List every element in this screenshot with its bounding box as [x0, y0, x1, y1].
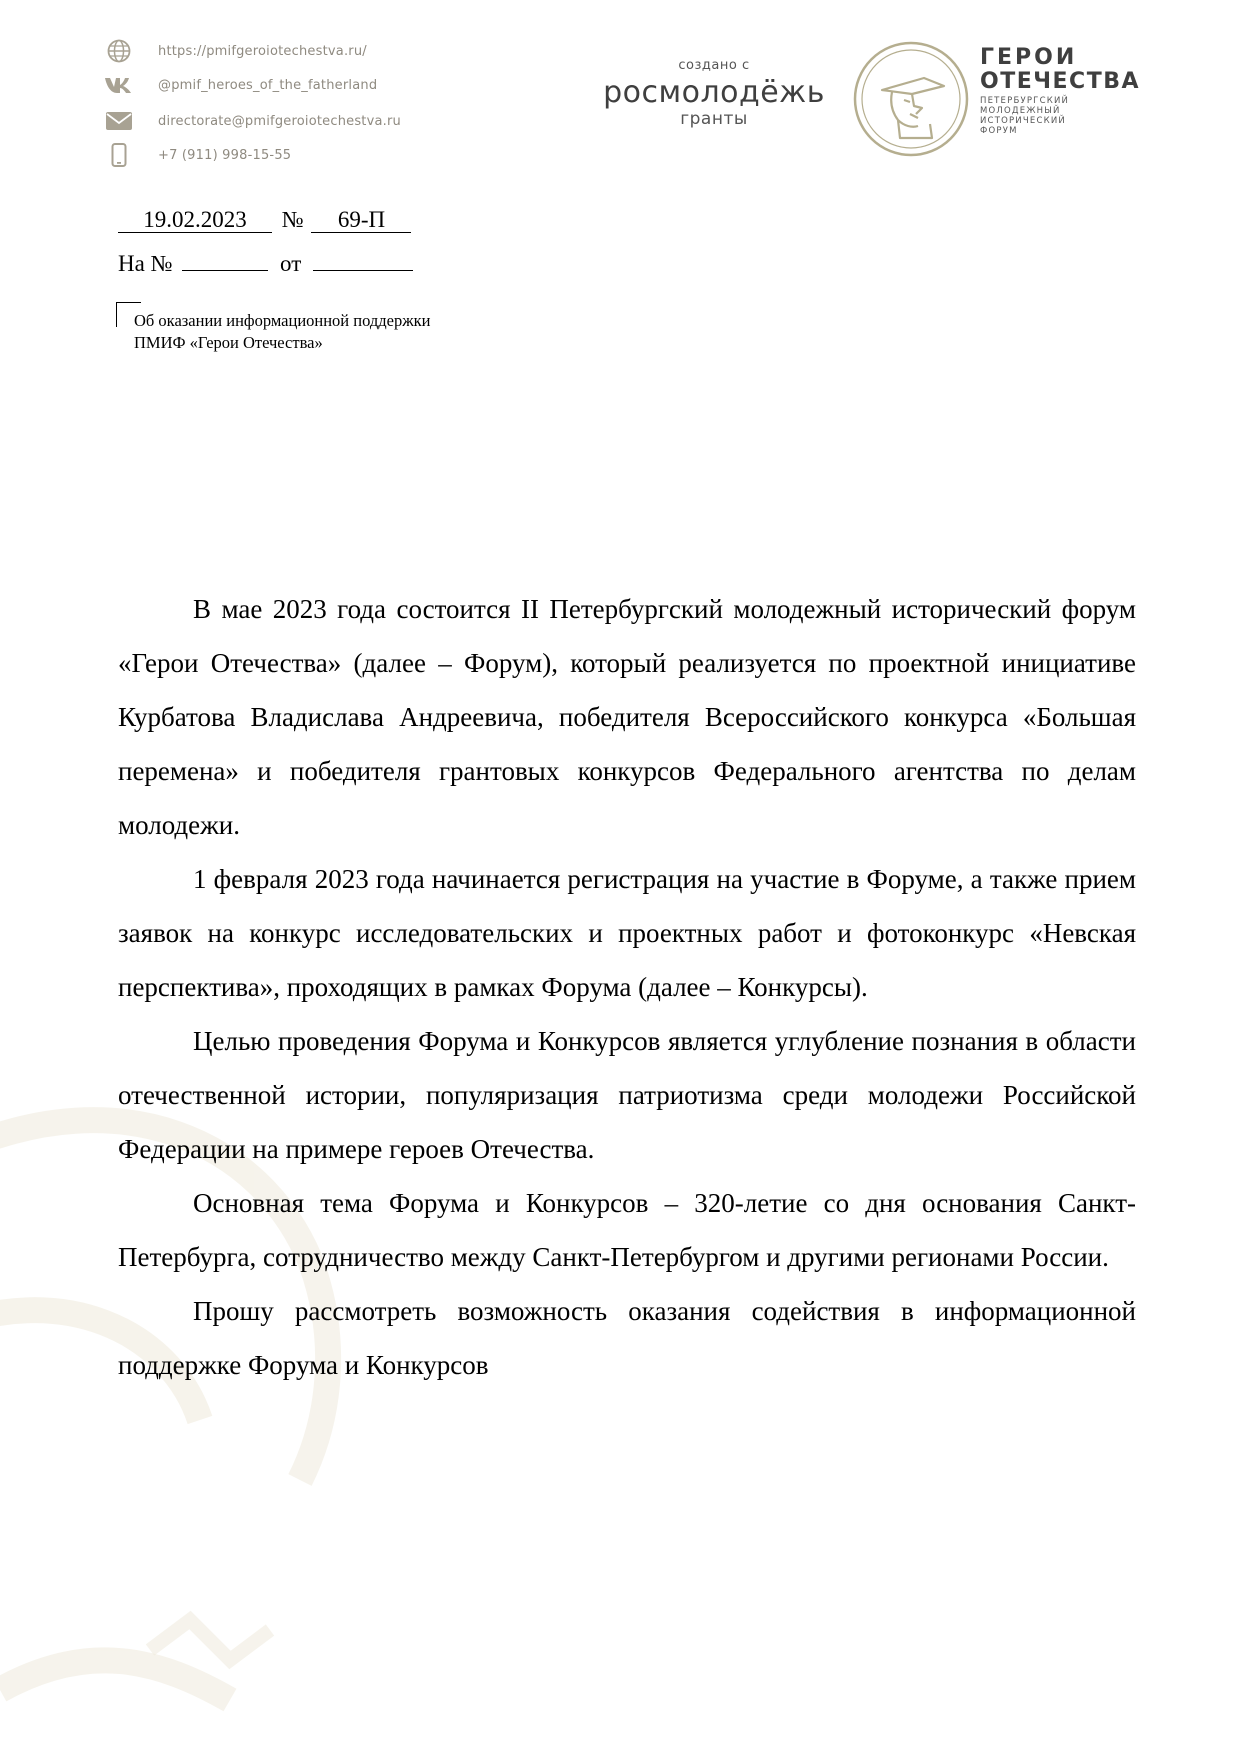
phone-icon	[104, 142, 134, 168]
ref-number	[182, 270, 268, 271]
email-link[interactable]: directorate@pmifgeroiotechestva.ru	[158, 113, 401, 129]
body-paragraph: 1 февраля 2023 года начинается регистрация на участие в Форуме, а также прием заявок на конкурс исследовательских и проектных работ и фотоконкурс «Невская перспектива», проходящих в рамках Форума (далее – Конкурсы).	[118, 864, 1136, 1002]
doc-date: 19.02.2023	[118, 208, 272, 233]
heroes-subtitle-line: ФОРУМ	[980, 126, 1018, 136]
registration-line	[118, 207, 411, 233]
heroes-title-line1: ГЕРОИ	[980, 45, 1078, 70]
body-paragraph: В мае 2023 года состоится II Петербургский молодежный исторический форум «Герои Отечества» (далее – Форум), который реализуется по проектной инициативе Курбатова Владислава Андреевича, победителя Всероссийского конкурса «Большая перемена» и победителя грантовых конкурсов Федерального агентства по делам молодежи.	[118, 594, 1136, 840]
contact-phone[interactable]	[104, 140, 291, 170]
envelope-icon	[104, 108, 134, 134]
reference-line	[118, 251, 413, 277]
contact-email[interactable]	[104, 106, 401, 136]
phone-number[interactable]: +7 (911) 998-15-55	[158, 147, 292, 163]
body-paragraph: Прошу рассмотреть возможность оказания содействия в информационной поддержке Форума и Конкурсов	[118, 1296, 1136, 1380]
rosmolodezh-name: росмолодёжь	[603, 75, 825, 110]
heroes-emblem-icon	[852, 40, 970, 158]
heroes-subtitle-line: МОЛОДЕЖНЫЙ	[980, 106, 1061, 116]
letter-body	[118, 582, 1136, 1392]
from-label: от	[280, 251, 302, 276]
heroes-title-line2: ОТЕЧЕСТВА	[980, 69, 1140, 94]
heroes-subtitle-line: ИСТОРИЧЕСКИЙ	[980, 116, 1066, 126]
rosmolodezh-logo	[596, 58, 832, 129]
subject-line: Об оказании информационной поддержки	[134, 311, 431, 330]
ref-label: На №	[118, 251, 173, 276]
subject-block	[134, 310, 430, 354]
from-date	[313, 270, 413, 271]
rosmolodezh-grants: гранты	[680, 109, 748, 129]
body-paragraph: Основная тема Форума и Конкурсов – 320-летие со дня основания Санкт-Петербурга, сотрудничество между Санкт-Петербургом и другими регионами России.	[118, 1188, 1136, 1272]
contact-website[interactable]	[104, 36, 367, 66]
heroes-subtitle-line: ПЕТЕРБУРГСКИЙ	[980, 96, 1070, 106]
rosmolodezh-tagline: создано с	[678, 58, 750, 73]
contact-vk[interactable]	[104, 70, 377, 100]
vk-icon	[104, 72, 134, 98]
heroes-logo-text	[980, 46, 1140, 136]
body-paragraph: Целью проведения Форума и Конкурсов является углубление познания в области отечественной истории, популяризация патриотизма среди молодежи Российской Федерации на примере героев Отечества.	[118, 1026, 1136, 1164]
doc-number-label: №	[281, 207, 304, 232]
subject-line: ПМИФ «Герои Отечества»	[134, 333, 323, 352]
doc-number: 69-П	[311, 208, 411, 233]
website-link[interactable]: https://pmifgeroiotechestva.ru/	[158, 43, 367, 59]
globe-icon	[104, 38, 134, 64]
vk-handle[interactable]: @pmif_heroes_of_the_fatherland	[158, 77, 378, 93]
